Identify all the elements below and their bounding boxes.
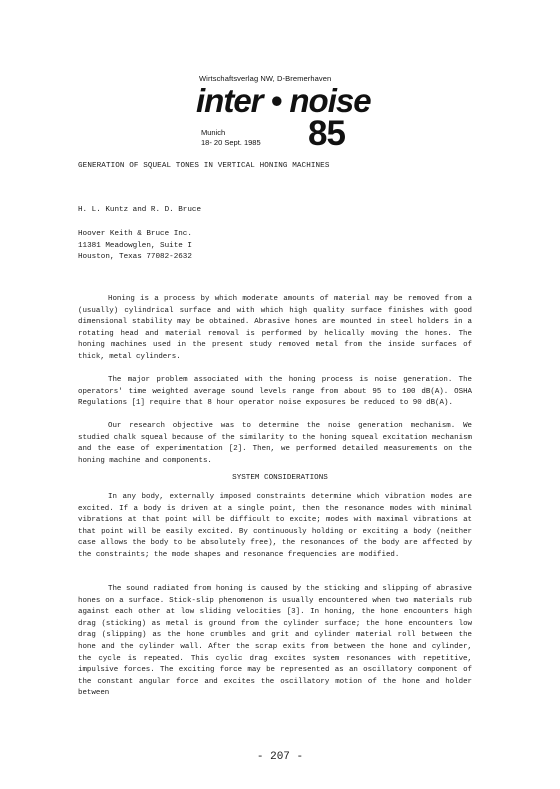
paper-authors: H. L. Kuntz and R. D. Bruce	[78, 206, 202, 214]
section-heading: SYSTEM CONSIDERATIONS	[232, 474, 328, 482]
body-paragraph: In any body, externally imposed constraints determine which vibration modes are excited. If a body is driven at a single point, then the resonance modes with minimal vibrations at that point will be difficult to excite; modes with maximal vibrations at that point will be easily excited. By continuously holding or exciting a body (neither case allows the body to be absolutely free), the resonances of the body are affected by the constraints; the mode shapes and resonance frequencies are modified.	[78, 493, 472, 559]
affiliation-line: Houston, Texas 77082-2632	[78, 253, 192, 262]
affiliation-line: Hoover Keith & Bruce Inc.	[78, 230, 192, 238]
body-paragraph: The major problem associated with the honing process is noise generation. The operators' time weighted average sound levels range from about 95 to 100 dB(A). OSHA Regulations [1] require that 8 hour operator noise exposures be reduced to 90 dB(A).	[78, 376, 472, 408]
conference-city: Munich	[201, 128, 226, 137]
conference-logo: inter • noise	[196, 82, 371, 119]
conference-year: 85	[308, 114, 345, 153]
conference-location	[201, 128, 261, 148]
conference-dates: 18- 20 Sept. 1985	[201, 138, 261, 147]
publisher-line: Wirtschaftsverlag NW, D-Bremerhaven	[199, 74, 332, 83]
body-paragraph: Honing is a process by which moderate amounts of material may be removed from a (usually) cylindrical surface and with which high quality surface finishes with good dimensional stability may be obtained. Abrasive hones are mounted in steel holders in a rotating head and material removal is performed by helically moving the hones. The honing machines used in the present study removed metal from the inside surfaces of thick, metal cylinders.	[78, 295, 472, 361]
affiliation-line: 11381 Meadowglen, Suite I	[78, 241, 192, 250]
body-paragraph: Our research objective was to determine the noise generation mechanism. We studied chalk squeal because of the similarity to the honing squeal excitation mechanism and the ease of experimentation [2]. Then, we performed detailed measurements on the honing machine and components.	[78, 422, 472, 465]
paper-title: GENERATION OF SQUEAL TONES IN VERTICAL HONING MACHINES	[78, 162, 330, 170]
page-number: - 207 -	[256, 751, 304, 763]
author-affiliation	[78, 229, 192, 264]
body-paragraph: The sound radiated from honing is caused by the sticking and slipping of abrasive hones on a surface. Stick-slip phenomenon is usually encountered when two materials rub against each other at low sliding velocities [3]. In honing, the hone encounters high drag (sticking) as metal is ground from the cylinder surface; the hone encounters low drag (slipping) as the hone crumbles and grit and cylinder material roll between the hone and the cylinder wall. After the scrap exits from between the hone and cylinder, the cycle is repeated. This cyclic drag excites system resonances with repetitive, impulsive forces. The exciting force may be represented as an oscillatory component of the constant angular force and excites the oscillatory motion of the hone and holder between	[78, 585, 472, 698]
